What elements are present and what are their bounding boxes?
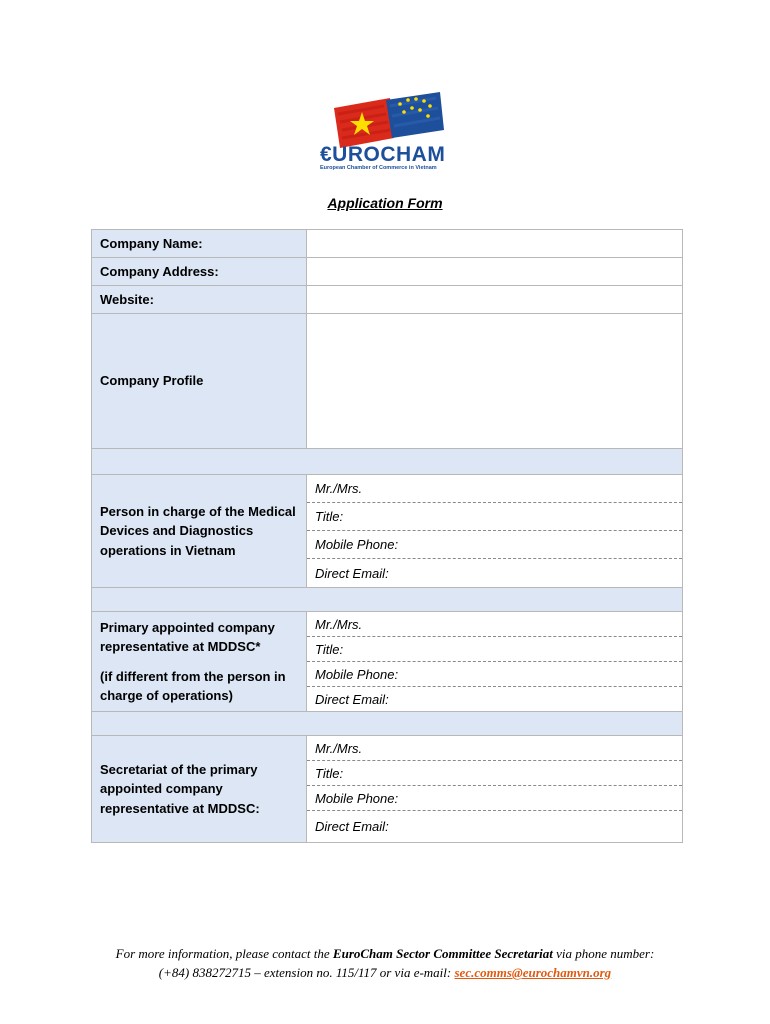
section-divider xyxy=(92,588,683,612)
person-email-field[interactable]: Direct Email: xyxy=(315,565,389,581)
logo-subtitle: European Chamber of Commerce in Vietnam xyxy=(320,165,437,171)
primary-representative-fields xyxy=(307,612,683,712)
primary-representative-title: Primary appointed company representative at MDDSC* xyxy=(100,619,275,654)
row-person-in-charge xyxy=(92,475,683,588)
footer-contact xyxy=(0,944,770,982)
person-title-field[interactable]: Title: xyxy=(307,503,682,531)
row-company-profile xyxy=(92,314,683,449)
company-name-field[interactable] xyxy=(307,230,683,258)
form-title: Application Form xyxy=(327,195,443,211)
primary-representative-label xyxy=(92,612,307,712)
application-form-table xyxy=(91,229,683,843)
secretariat-fields xyxy=(307,736,683,843)
secretariat-title-field[interactable]: Title: xyxy=(307,761,682,786)
eu-flag-graphic xyxy=(386,92,444,138)
footer-line-2 xyxy=(0,963,770,982)
footer-text: via phone number: xyxy=(556,946,655,961)
row-website xyxy=(92,286,683,314)
primary-email-field[interactable]: Direct Email: xyxy=(315,691,389,707)
row-primary-representative xyxy=(92,612,683,712)
vietnam-flag-graphic xyxy=(334,98,394,148)
footer-secretariat-name: EuroCham Sector Committee Secretariat xyxy=(332,946,553,961)
row-company-name xyxy=(92,230,683,258)
company-profile-field[interactable] xyxy=(307,314,683,449)
footer-phone-text: (+84) 838272715 – extension no. 115/117 or via e-mail: xyxy=(158,965,452,980)
company-address-field[interactable] xyxy=(307,258,683,286)
person-name-field[interactable]: Mr./Mrs. xyxy=(307,475,682,503)
email-link[interactable]: sec.comms@eurochamvn.org xyxy=(454,965,612,980)
logo-wordmark: €UROCHAM xyxy=(320,143,446,166)
secretariat-name-field[interactable]: Mr./Mrs. xyxy=(307,736,682,761)
person-in-charge-fields xyxy=(307,475,683,588)
section-divider xyxy=(92,449,683,475)
company-address-label: Company Address: xyxy=(92,258,307,286)
person-mobile-field[interactable]: Mobile Phone: xyxy=(307,531,682,559)
section-divider xyxy=(92,712,683,736)
secretariat-label: Secretariat of the primary appointed company representative at MDDSC: xyxy=(92,736,307,843)
row-secretariat xyxy=(92,736,683,843)
website-label: Website: xyxy=(92,286,307,314)
website-field[interactable] xyxy=(307,286,683,314)
footer-text: For more information, please contact the xyxy=(115,946,330,961)
company-profile-label: Company Profile xyxy=(92,314,307,449)
person-in-charge-label: Person in charge of the Medical Devices and Diagnostics operations in Vietnam xyxy=(92,475,307,588)
secretariat-mobile-field[interactable]: Mobile Phone: xyxy=(307,786,682,811)
primary-mobile-field[interactable]: Mobile Phone: xyxy=(307,662,682,687)
primary-representative-note: (if different from the person in charge of operations) xyxy=(100,668,286,703)
primary-title-field[interactable]: Title: xyxy=(307,637,682,662)
footer-line-1 xyxy=(0,944,770,963)
primary-name-field[interactable]: Mr./Mrs. xyxy=(307,612,682,637)
company-name-label: Company Name: xyxy=(92,230,307,258)
secretariat-email-field[interactable]: Direct Email: xyxy=(315,819,389,834)
row-company-address xyxy=(92,258,683,286)
